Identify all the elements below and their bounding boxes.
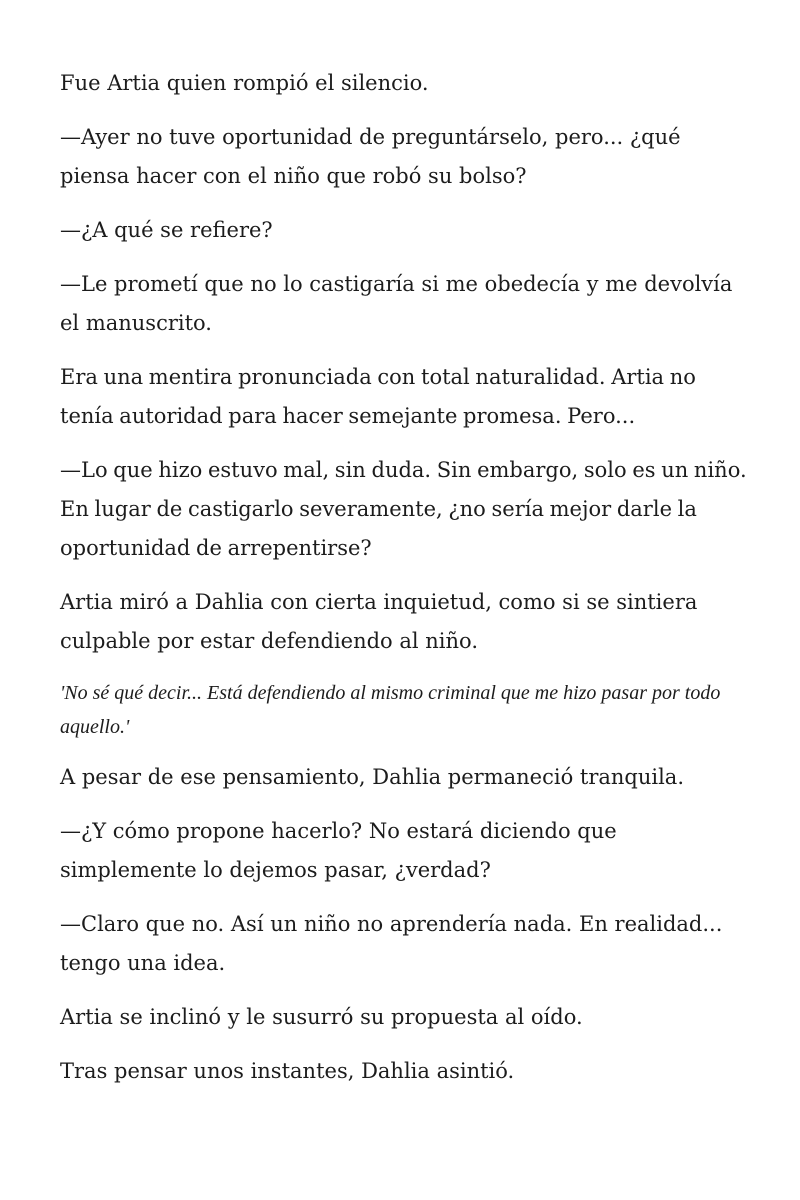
document-page: [60, 64, 750, 1106]
paragraph: Era una mentira pronunciada con total naturalidad. Artia no tenía autoridad para hacer semejante promesa. Pero...: [60, 365, 696, 428]
paragraph: Fue Artia quien rompió el silencio.: [60, 71, 429, 95]
paragraph: —Claro que no. Así un niño no aprendería nada. En realidad... tengo una idea.: [60, 912, 723, 975]
paragraph: —¿Y cómo propone hacerlo? No estará diciendo que simplemente lo dejemos pasar, ¿verdad?: [60, 819, 617, 882]
paragraph: —Ayer no tuve oportunidad de preguntárselo, pero... ¿qué piensa hacer con el niño que robó su bolso?: [60, 125, 681, 188]
paragraph: —Le prometí que no lo castigaría si me obedecía y me devolvía el manuscrito.: [60, 272, 733, 335]
paragraph: Artia se inclinó y le susurró su propuesta al oído.: [60, 1005, 583, 1029]
paragraph: Tras pensar unos instantes, Dahlia asintió.: [60, 1059, 515, 1083]
paragraph: —¿A qué se refiere?: [60, 218, 273, 242]
paragraph: A pesar de ese pensamiento, Dahlia permaneció tranquila.: [60, 765, 685, 789]
paragraph: Artia miró a Dahlia con cierta inquietud, como si se sintiera culpable por estar defendiendo al niño.: [60, 590, 698, 653]
italic-thought-paragraph: 'No sé qué decir... Está defendiendo al mismo criminal que me hizo pasar por todo aquello.': [60, 682, 721, 738]
paragraph: —Lo que hizo estuvo mal, sin duda. Sin embargo, solo es un niño. En lugar de castigarlo severamente, ¿no sería mejor darle la oportunidad de arrepentirse?: [60, 458, 747, 560]
